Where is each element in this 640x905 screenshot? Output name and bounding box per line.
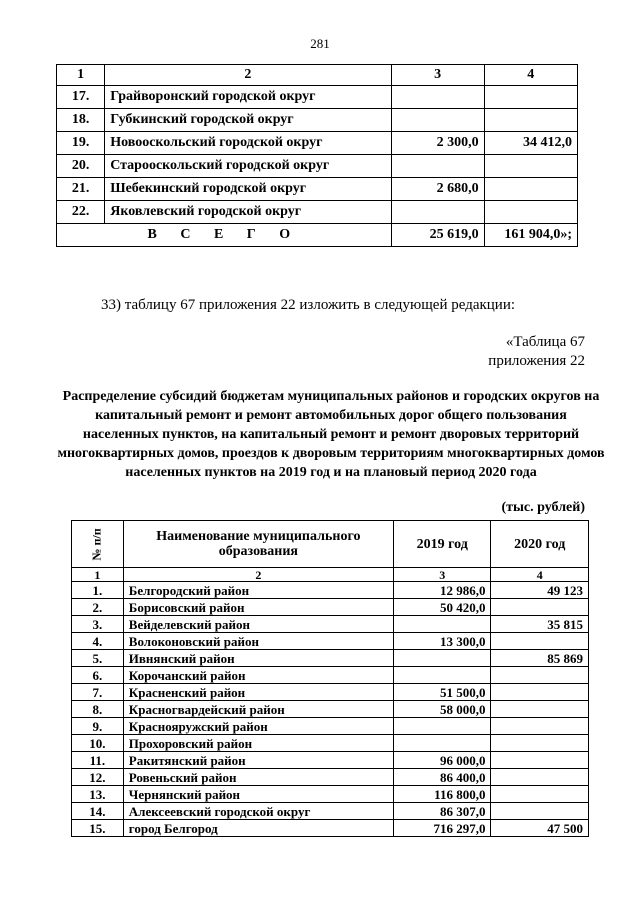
districts-table-continued [56,64,578,247]
municipality-name: Красногвардейский район [123,701,393,718]
row-number: 6. [72,667,124,684]
value-2020 [491,667,589,684]
header-number [72,521,124,568]
row-number: 20. [57,155,105,178]
value-2020 [491,786,589,803]
district-name: Яковлевский городской округ [105,201,391,224]
value-col-4 [484,155,577,178]
row-number: 5. [72,650,124,667]
value-2019: 96 000,0 [393,752,491,769]
value-col-4: 34 412,0 [484,132,577,155]
row-number: 2. [72,599,124,616]
table-row [72,786,589,803]
table-row [57,132,578,155]
value-2019: 50 420,0 [393,599,491,616]
value-2019: 12 986,0 [393,582,491,599]
row-number: 7. [72,684,124,701]
value-2019: 51 500,0 [393,684,491,701]
district-name: Шебекинский городской округ [105,178,391,201]
table-row [57,178,578,201]
header-2019: 2019 год [393,521,491,568]
row-number: 15. [72,820,124,837]
municipality-name: Краснояружский район [123,718,393,735]
municipality-name: Алексеевский городской округ [123,803,393,820]
index-col-2: 2 [123,568,393,582]
value-2019 [393,616,491,633]
table-reference-line1: «Таблица 67 [505,334,585,350]
value-2019: 716 297,0 [393,820,491,837]
value-2020: 49 123 [491,582,589,599]
table-row [72,616,589,633]
row-number: 9. [72,718,124,735]
value-col-3 [391,201,484,224]
value-2020 [491,701,589,718]
municipality-name: Вейделевский район [123,616,393,633]
value-2020 [491,684,589,701]
table-row [72,650,589,667]
row-number: 8. [72,701,124,718]
row-number: 1. [72,582,124,599]
table-row [57,86,578,109]
table-row [72,599,589,616]
value-col-4 [484,201,577,224]
table-reference-line2: приложения 22 [488,353,585,369]
value-2019 [393,667,491,684]
table-row [57,201,578,224]
municipality-name: Красненский район [123,684,393,701]
header-col-3: 3 [391,65,484,86]
page-number: 281 [310,36,330,51]
header-2020: 2020 год [491,521,589,568]
table-caption: Распределение субсидий бюджетам муниципальных районов и городских округов на капитальный ремонт и ремонт автомобильных дорог общего пользования населенных пунктов, на капитальный ремонт и ремонт дворовых территорий многоквартирных домов, проездов к дворовым территориям многоквартирных домов населенных пунктов на 2019 год и на плановый период 2020 года [57,389,605,480]
row-number: 12. [72,769,124,786]
row-number: 10. [72,735,124,752]
value-2020 [491,803,589,820]
header-name: Наименование муниципального образования [123,521,393,568]
header-number-label: № п/п [89,527,104,561]
municipality-name: Ракитянский район [123,752,393,769]
value-2019: 58 000,0 [393,701,491,718]
value-2019: 116 800,0 [393,786,491,803]
value-col-3 [391,109,484,132]
table-row [72,684,589,701]
municipality-name: Волоконовский район [123,633,393,650]
row-number: 18. [57,109,105,132]
row-number: 17. [57,86,105,109]
row-number: 13. [72,786,124,803]
column-index-row [72,568,589,582]
table-row [72,735,589,752]
table-row [72,803,589,820]
row-number: 11. [72,752,124,769]
row-number: 21. [57,178,105,201]
municipality-name: Чернянский район [123,786,393,803]
value-col-3: 2 300,0 [391,132,484,155]
value-2020 [491,752,589,769]
value-2020: 85 869 [491,650,589,667]
index-col-3: 3 [393,568,491,582]
municipality-name: Борисовский район [123,599,393,616]
value-2019 [393,718,491,735]
table-row [72,667,589,684]
district-name: Новооскольский городской округ [105,132,391,155]
units-label: (тыс. рублей) [501,500,585,515]
total-row [57,224,578,247]
index-col-1: 1 [72,568,124,582]
value-2020 [491,599,589,616]
table-row [72,582,589,599]
subsidies-table [71,520,589,837]
value-2020 [491,735,589,752]
header-col-2: 2 [105,65,391,86]
table-row [72,820,589,837]
value-2020 [491,718,589,735]
district-name: Губкинский городской округ [105,109,391,132]
row-number: 19. [57,132,105,155]
header-col-4: 4 [484,65,577,86]
header-col-1: 1 [57,65,105,86]
value-2020: 47 500 [491,820,589,837]
row-number: 22. [57,201,105,224]
municipality-name: город Белгород [123,820,393,837]
row-number: 3. [72,616,124,633]
table-row [72,633,589,650]
municipality-name: Прохоровский район [123,735,393,752]
value-col-4 [484,178,577,201]
value-col-3 [391,155,484,178]
district-name: Старооскольский городской округ [105,155,391,178]
municipality-name: Ивнянский район [123,650,393,667]
total-col-4: 161 904,0»; [484,224,577,247]
table-row [72,769,589,786]
value-2019: 86 307,0 [393,803,491,820]
value-2019 [393,735,491,752]
municipality-name: Белгородский район [123,582,393,599]
value-col-3: 2 680,0 [391,178,484,201]
value-col-4 [484,109,577,132]
total-label: В С Е Г О [57,224,392,247]
value-2020 [491,633,589,650]
value-2019: 13 300,0 [393,633,491,650]
table-row [57,155,578,178]
row-number: 14. [72,803,124,820]
value-2020 [491,769,589,786]
value-col-3 [391,86,484,109]
table-header-row [57,65,578,86]
table-row [72,752,589,769]
value-2019 [393,650,491,667]
value-col-4 [484,86,577,109]
table-row [57,109,578,132]
district-name: Грайворонский городской округ [105,86,391,109]
table-row [72,718,589,735]
table-header-row [72,521,589,568]
total-col-3: 25 619,0 [391,224,484,247]
value-2019: 86 400,0 [393,769,491,786]
municipality-name: Корочанский район [123,667,393,684]
amendment-instruction: 33) таблицу 67 приложения 22 изложить в следующей редакции: [101,297,516,313]
municipality-name: Ровеньский район [123,769,393,786]
value-2020: 35 815 [491,616,589,633]
index-col-4: 4 [491,568,589,582]
table-row [72,701,589,718]
row-number: 4. [72,633,124,650]
